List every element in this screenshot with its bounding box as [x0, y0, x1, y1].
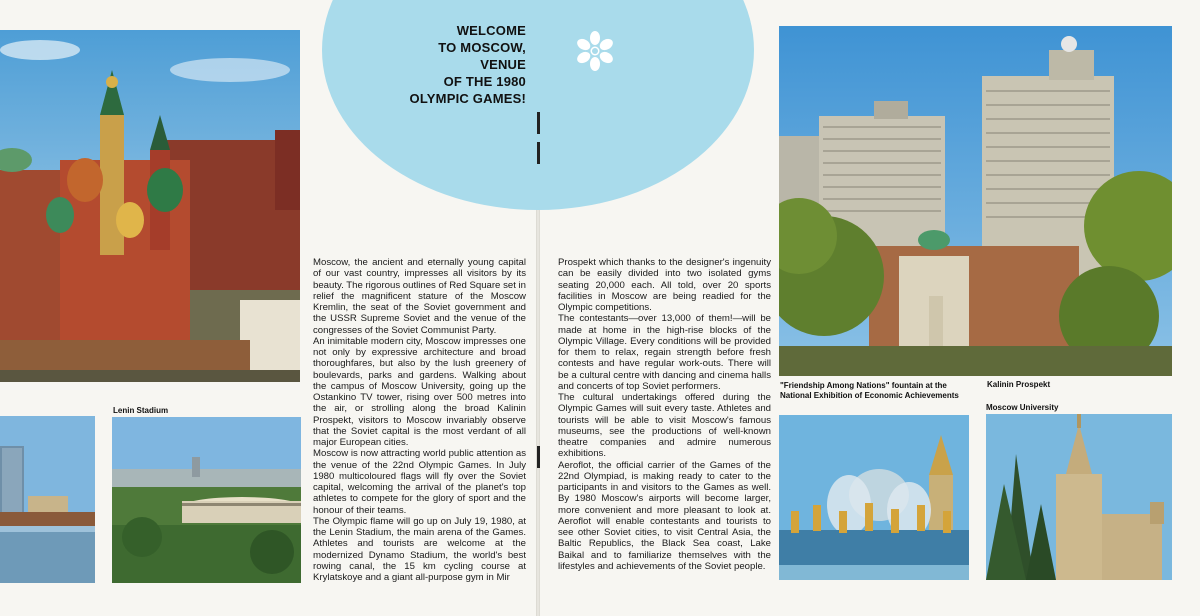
headline — [380, 22, 526, 107]
article-paragraph: An inimitable modern city, Moscow impresses one not only by expressive architecture and broad thoroughfares, but also by the lush greenery of boulevards, parks and gardens. Walking about the campus of Moscow University, going up the Ostankino TV tower, rising over 500 metres into the air, or strolling along the broad Kalinin Prospekt, visitors to Moscow invariably observe that the Soviet capital is the most verdant of all major European cities. — [313, 335, 526, 448]
snowflake-emblem-icon — [572, 28, 618, 74]
headline-line: WELCOME — [456, 23, 526, 38]
headline-line: OF THE 1980 — [443, 74, 526, 89]
article-paragraph: The Olympic flame will go up on July 19, 1980, at the Lenin Stadium, the main arena of the Games. Athletes and tourists are welcome at the modernized Dynamo Stadium, the world's best rowing canal, the 15 km cycling course at Krylatskoye and a giant all-purpose gym in Mir — [313, 515, 526, 583]
article-paragraph: The cultural undertakings offered during the Olympic Games will suit every taste. Athletes and tourists will be able to visit Moscow's famous museums, see the productions of well-known theatre companies and admire numerous exhibitions. — [558, 392, 771, 460]
article-left-column — [313, 257, 526, 583]
article-paragraph: Moscow is now attracting world public attention as the venue of the 22nd Olympic Games. In July 1980 multicoloured flags will fly over the Soviet capital, welcoming the arrival of the planet's top athletes to compete for the glory of sport and the honour of their teams. — [313, 448, 526, 516]
caption-friendship-fountain: "Friendship Among Nations" fountain at the National Exhibition of Economic Achievements — [780, 381, 959, 400]
caption-kalinin-prospekt: Kalinin Prospekt — [987, 380, 1051, 389]
photo-friendship-fountain — [779, 415, 969, 580]
headline-line: OLYMPIC GAMES! — [409, 91, 526, 106]
article-paragraph: Prospekt which thanks to the designer's ingenuity can be easily divided into two isolated gyms seating 20,000 each. All told, over 20 sports facilities in Moscow are being readied for the Olympic competitions. — [558, 257, 771, 313]
article-paragraph: Aeroflot, the official carrier of the Games of the 22nd Olympiad, is making ready to cater to the participants in and visitors to the Games as well. By 1980 Moscow's airports will become larger, more convenient and more pleasant to look at. Aeroflot will enable contestants and tourists to see other Soviet cities, to visit Central Asia, the Baltic Republics, the Black Sea coast, Lake Baikal and to familiarize themselves with the lifestyles and achievements of the Soviet people. — [558, 459, 771, 572]
caption-lenin-stadium: Lenin Stadium — [113, 406, 169, 415]
headline-line: TO MOSCOW, — [438, 40, 526, 55]
article-paragraph: Moscow, the ancient and eternally young capital of our vast country, impresses all visitors by its beauty. The rigorous outlines of Red Square set in relief the magnificent stature of the Moscow Kremlin, the seat of the Soviet government and the USSR Supreme Soviet and the venue of the congresses of the Soviet Communist Party. — [313, 257, 526, 336]
spine-mark — [537, 446, 540, 468]
photo-red-square — [0, 30, 300, 382]
article-right-column — [558, 257, 771, 572]
photo-moscow-river — [0, 416, 95, 583]
spine-mark — [537, 142, 540, 164]
photo-moscow-university — [986, 414, 1172, 580]
photo-kalinin-prospekt — [779, 26, 1172, 376]
photo-lenin-stadium — [112, 417, 301, 583]
caption-moscow-university: Moscow University — [986, 403, 1059, 412]
article-paragraph: The contestants—over 13,000 of them!—will be made at home in the high-rise blocks of the Olympic Village. Every conditions will be provided for them to relax, regain strength before fresh contests and have regular work-outs. There will be a cultural centre with dancing and cinema halls and concerts of top Soviet performers. — [558, 313, 771, 392]
spine-mark — [537, 112, 540, 134]
headline-line: VENUE — [480, 57, 526, 72]
